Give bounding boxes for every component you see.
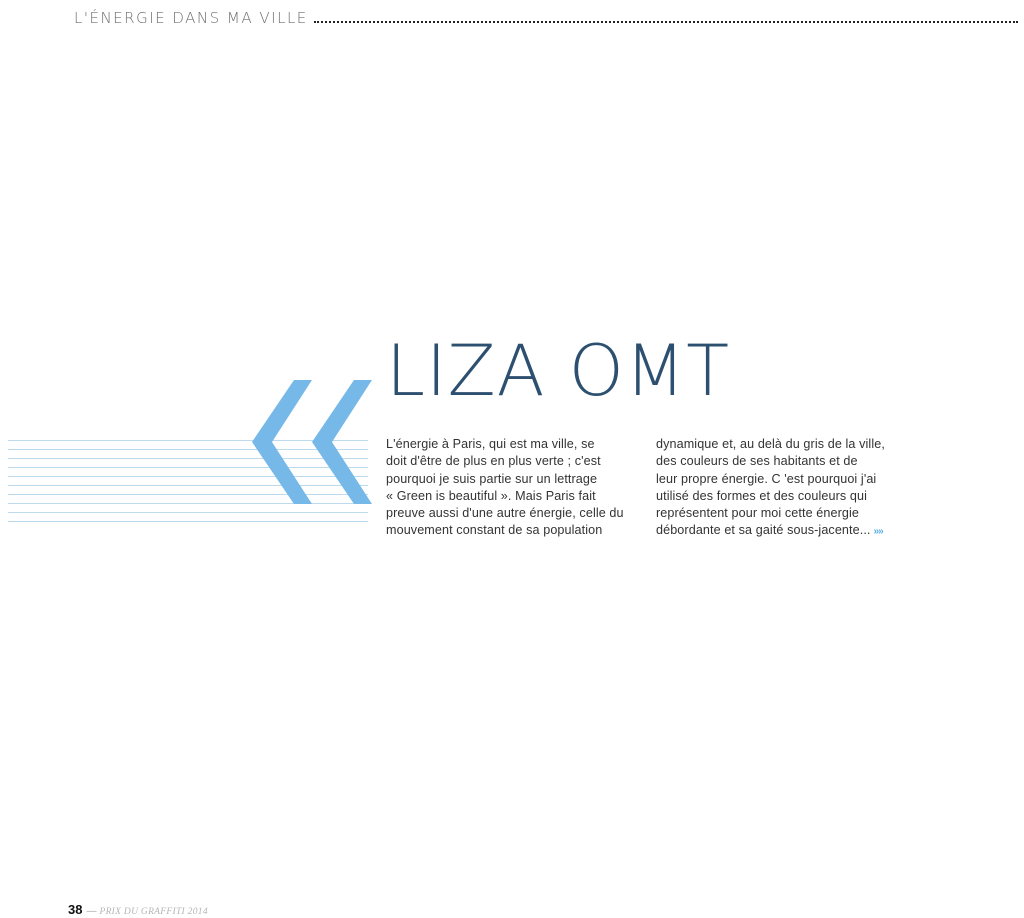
page-number: 38: [68, 902, 83, 917]
body-line: pourquoi je suis partie sur un lettrage: [386, 471, 598, 486]
body-column-left: [386, 436, 642, 540]
body-line: leur propre énergie. C 'est pourquoi j'ai: [656, 471, 877, 486]
body-line: dynamique et, au delà du gris de la ville,: [656, 437, 885, 451]
artist-name: LIZA OMT: [386, 330, 730, 412]
body-line: L'énergie à Paris, qui est ma ville, se: [386, 437, 595, 451]
chevron-right-shape: [312, 380, 372, 504]
body-line-last: [656, 522, 918, 540]
body-line: utilisé des formes et des couleurs qui: [656, 488, 868, 503]
continue-arrows-icon: »»: [873, 526, 883, 538]
body-line: des couleurs de ses habitants et de: [656, 454, 858, 469]
body-line: « Green is beautiful ». Mais Paris fait: [386, 488, 596, 503]
footer-dash: —: [86, 906, 97, 917]
chevron-quote-icon: [250, 376, 380, 506]
header-dotted-leader: [314, 21, 1018, 23]
body-column-right: [656, 436, 918, 541]
body-line: mouvement constant de sa population: [386, 523, 603, 538]
publication-name: PRIX DU GRAFFITI 2014: [99, 907, 208, 917]
section-title: L'ÉNERGIE DANS MA VILLE: [74, 9, 308, 27]
body-line: représentent pour moi cette énergie: [656, 506, 860, 521]
body-line: preuve aussi d'une autre énergie, celle du: [386, 506, 624, 521]
running-header: [74, 4, 1018, 26]
chevron-left-shape: [252, 380, 312, 504]
body-line: doit d'être de plus en plus verte ; c'est: [386, 454, 601, 469]
page-footer: [68, 902, 208, 917]
body-line-text: débordante et sa gaité sous-jacente...: [656, 523, 871, 538]
